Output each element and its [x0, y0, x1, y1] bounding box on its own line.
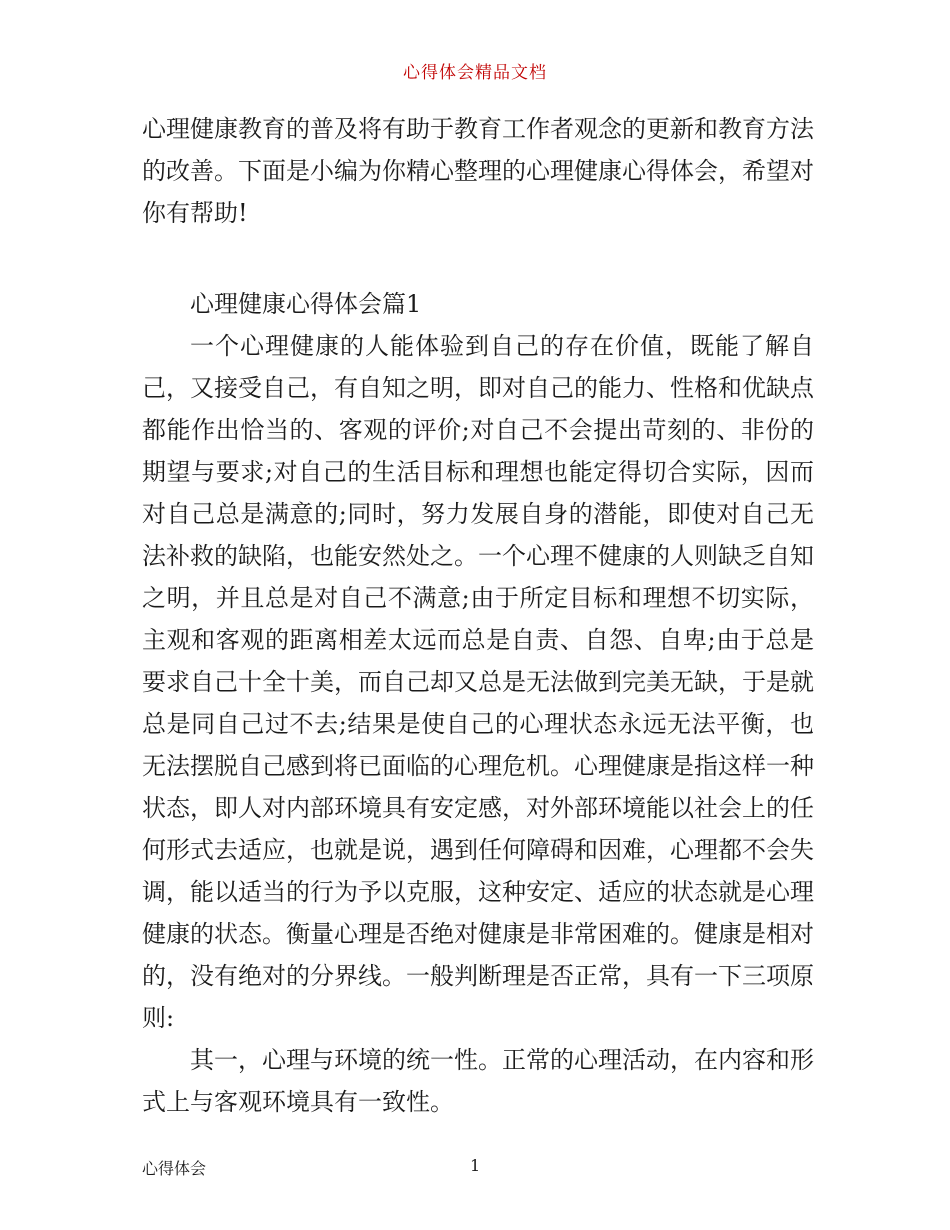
intro-paragraph: 心理健康教育的普及将有助于教育工作者观念的更新和教育方法的改善。下面是小编为你精心整理的心理健康心得体会，希望对你有帮助! [142, 115, 814, 227]
section-block [142, 283, 814, 1123]
page-header-title: 心得体会精品文档 [403, 63, 547, 83]
section-heading: 心理健康心得体会篇1 [190, 290, 422, 318]
footer-label: 心得体会 [142, 1159, 207, 1178]
body-paragraph: 其一，心理与环境的统一性。正常的心理活动，在内容和形式上与客观环境具有一致性。 [142, 1046, 814, 1116]
intro-block [142, 108, 814, 234]
body-paragraph: 一个心理健康的人能体验到自己的存在价值，既能了解自己，又接受自己，有自知之明，即对自己的能力、性格和优缺点都能作出恰当的、客观的评价;对自己不会提出苛刻的、非份的期望与要求;对自己的生活目标和理想也能定得切合实际，因而对自己总是满意的;同时，努力发展自身的潜能，即使对自己无法补救的缺陷，也能安然处之。一个心理不健康的人则缺乏自知之明，并且总是对自己不满意;由于所定目标和理想不切实际，主观和客观的距离相差太远而总是自责、自怨、自卑;由于总是要求自己十全十美，而自己却又总是无法做到完美无缺，于是就总是同自己过不去;结果是使自己的心理状态永远无法平衡，也无法摆脱自己感到将已面临的心理危机。心理健康是指这样一种状态，即人对内部环境具有安定感，对外部环境能以社会上的任何形式去适应，也就是说，遇到任何障碍和因难，心理都不会失调，能以适当的行为予以克服，这种安定、适应的状态就是心理健康的状态。衡量心理是否绝对健康是非常困难的。健康是相对的，没有绝对的分界线。一般判断理是否正常，具有一下三项原则: [142, 332, 814, 1032]
page-number: 1 [470, 1156, 481, 1175]
